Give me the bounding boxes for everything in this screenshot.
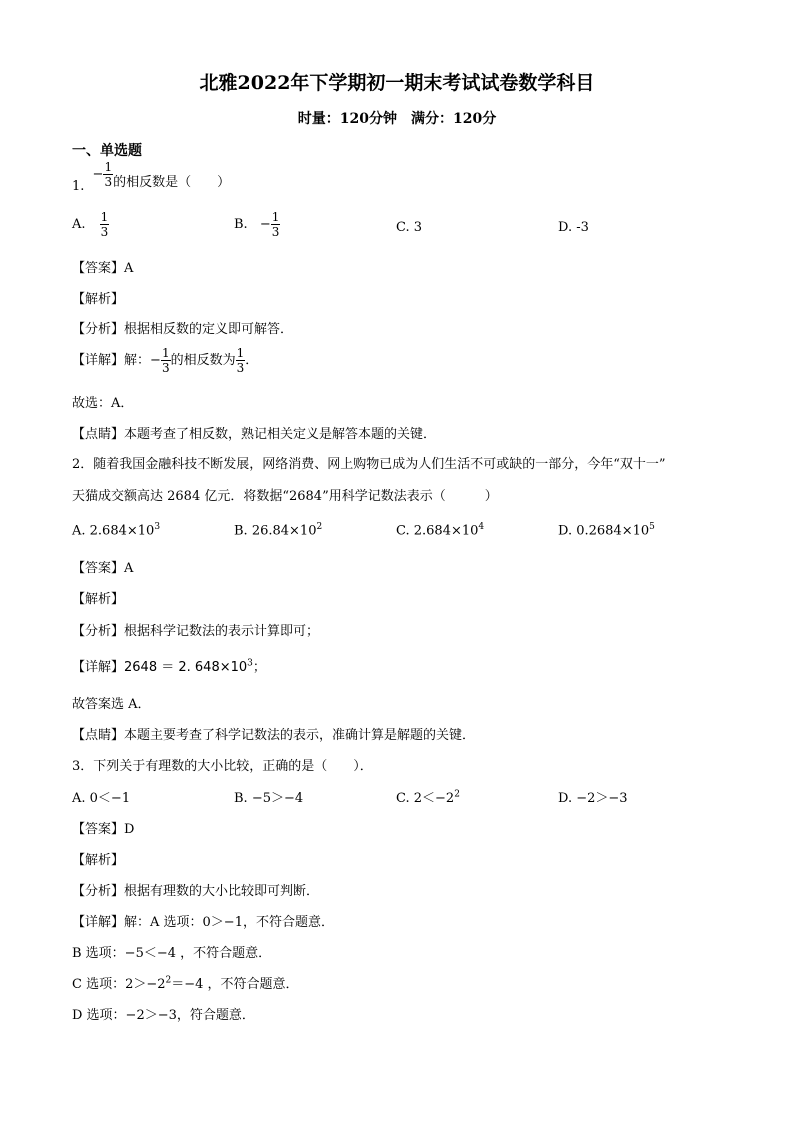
q1-fraction: [93, 160, 114, 189]
detail-frac1-den: 3: [161, 361, 170, 375]
answer-tag: 【答案】: [72, 561, 125, 576]
q3-stem: 3．下列关于有理数的大小比较，正确的是（ ）．: [72, 759, 373, 774]
q1-opt-b-frac: [271, 210, 281, 239]
q1-opt-b-label: B.: [234, 217, 248, 232]
comment-tag: 【点睛】: [72, 728, 125, 743]
q1-option-c: C. 3: [396, 220, 423, 235]
q2-option-a: [72, 522, 160, 538]
detail-tag: 【详解】: [72, 660, 125, 675]
q2-jiexi: 【解析】: [72, 592, 125, 607]
q1-option-a: [72, 210, 109, 239]
q3-line-b: B 选项：−5＜−4 ，不符合题意．: [72, 946, 272, 961]
q3-line-d: D 选项：−2＞−3，符合题意．: [72, 1008, 255, 1023]
q3-option-c: [396, 787, 460, 806]
q2-opt-c-exp: 4: [478, 522, 485, 532]
q2-stem-line1: 2．随着我国金融科技不断发展，网络消费、网上购物已成为人们生活不可或缺的一部分，今年“双十一”: [72, 457, 666, 472]
analysis-tag: 【分析】: [72, 884, 125, 899]
q1-stem: [72, 160, 231, 201]
q3-option-b: B. −5＞−4: [234, 791, 304, 806]
detail-frac1: [161, 346, 171, 375]
analysis-tag: 【分析】: [72, 322, 125, 337]
q1-opt-a-label: A.: [72, 217, 86, 232]
q1-frac: [103, 160, 113, 189]
answer-value: A: [124, 561, 134, 576]
detail-frac2: [236, 346, 246, 375]
q1-opt-b-den: 3: [271, 225, 280, 239]
detail-end: ．: [245, 353, 259, 368]
q3-detail: [72, 911, 334, 930]
q3-answer: [72, 818, 134, 837]
detail-exp: 3: [247, 658, 253, 669]
q1-minus: −: [92, 167, 104, 182]
exam-info: 时量：120分钟 满分：120分: [297, 111, 497, 127]
answer-tag: 【答案】: [72, 261, 125, 276]
q2-opt-a-exp: 3: [154, 522, 161, 532]
detail-frac1-num: 1: [161, 346, 170, 360]
q2-opt-d-exp: 5: [649, 522, 655, 532]
q1-option-b: [234, 210, 280, 239]
q1-analysis: [72, 318, 293, 337]
q1-opt-a-frac: [100, 210, 110, 239]
q1-answer: [72, 257, 133, 276]
detail-frac2-den: 3: [236, 361, 245, 375]
answer-value: A: [124, 261, 134, 276]
q1-opt-a-den: 3: [100, 225, 109, 239]
q1-detail: [72, 346, 258, 375]
q2-opt-a-text: A. 2.684×10: [72, 523, 155, 539]
q3-line-c-post: ＝−4 ，不符合题意．: [171, 977, 299, 992]
detail-tag: 【详解】: [72, 353, 125, 368]
q1-stem-text: 的相反数是（ ）: [113, 175, 231, 190]
q1-choice: 故选：A．: [72, 396, 134, 411]
q1-opt-b-minus: −: [259, 217, 271, 232]
analysis-text: 根据相反数的定义即可解答．: [124, 322, 294, 337]
comment-tag: 【点睛】: [72, 427, 125, 442]
detail-pre: 解：: [124, 353, 151, 368]
q3-line-c: [72, 973, 299, 992]
q1-number: 1.: [72, 179, 85, 194]
q2-opt-c-text: C. 2.684×10: [396, 523, 479, 539]
q1-opt-a-num: 1: [100, 210, 109, 224]
q2-opt-b-exp: 2: [316, 522, 323, 532]
analysis-tag: 【分析】: [72, 624, 125, 639]
q1-frac-den: 3: [104, 175, 113, 189]
q2-opt-d-text: D. 0.2684×10: [558, 523, 650, 539]
q2-comment: [72, 724, 475, 743]
detail-tag: 【详解】: [72, 915, 125, 930]
q3-line-c-exp: 2: [165, 975, 172, 986]
answer-tag: 【答案】: [72, 822, 125, 837]
analysis-text: 根据有理数的大小比较即可判断．: [124, 884, 320, 899]
q3-line-c-pre: C 选项：2＞−2: [72, 977, 166, 992]
q2-opt-b-text: B. 26.84×10: [234, 523, 317, 539]
q2-analysis: [72, 620, 319, 639]
q2-option-c: [396, 522, 484, 538]
comment-text: 本题主要考查了科学记数法的表示，准确计算是解题的关键．: [124, 728, 476, 743]
q1-comment: [72, 423, 436, 442]
comment-text: 本题考查了相反数，熟记相关定义是解答本题的关键．: [124, 427, 437, 442]
analysis-text: 根据科学记数法的表示计算即可；: [124, 624, 320, 639]
q2-choice: 故答案选 A．: [72, 697, 151, 712]
q2-option-d: [558, 522, 655, 538]
detail-mid: 的相反数为: [170, 353, 236, 368]
q3-option-d: D. −2＞−3: [558, 791, 628, 806]
detail-minus: −: [150, 353, 161, 368]
q3-analysis: [72, 880, 319, 899]
answer-value: D: [124, 822, 135, 837]
page-title: 北雅2022年下学期初一期末考试试卷数学科目: [199, 72, 595, 94]
section-heading: 一、单选题: [72, 143, 142, 159]
q1-frac-num: 1: [104, 160, 113, 174]
q3-opt-c-text: C. 2＜−2: [396, 791, 455, 806]
q3-option-a: A. 0＜−1: [72, 791, 131, 806]
q2-stem-line2: 天猫成交额高达 2684 亿元．将数据“2684”用科学记数法表示（ ）: [72, 489, 498, 504]
detail-text: 解：A 选项：0＞−1，不符合题意．: [124, 915, 334, 930]
q2-answer: [72, 557, 133, 576]
detail-end: ；: [252, 660, 266, 675]
detail-frac2-num: 1: [236, 346, 245, 360]
q1-jiexi: 【解析】: [72, 292, 125, 307]
q3-opt-c-exp: 2: [454, 789, 460, 800]
q1-opt-b-num: 1: [271, 210, 280, 224]
q2-detail: [72, 656, 266, 675]
q2-option-b: [234, 522, 322, 538]
q3-jiexi: 【解析】: [72, 853, 125, 868]
q1-option-d: D. -3: [558, 220, 589, 235]
detail-text: 2648 ＝ 2. 648×10: [124, 660, 248, 675]
